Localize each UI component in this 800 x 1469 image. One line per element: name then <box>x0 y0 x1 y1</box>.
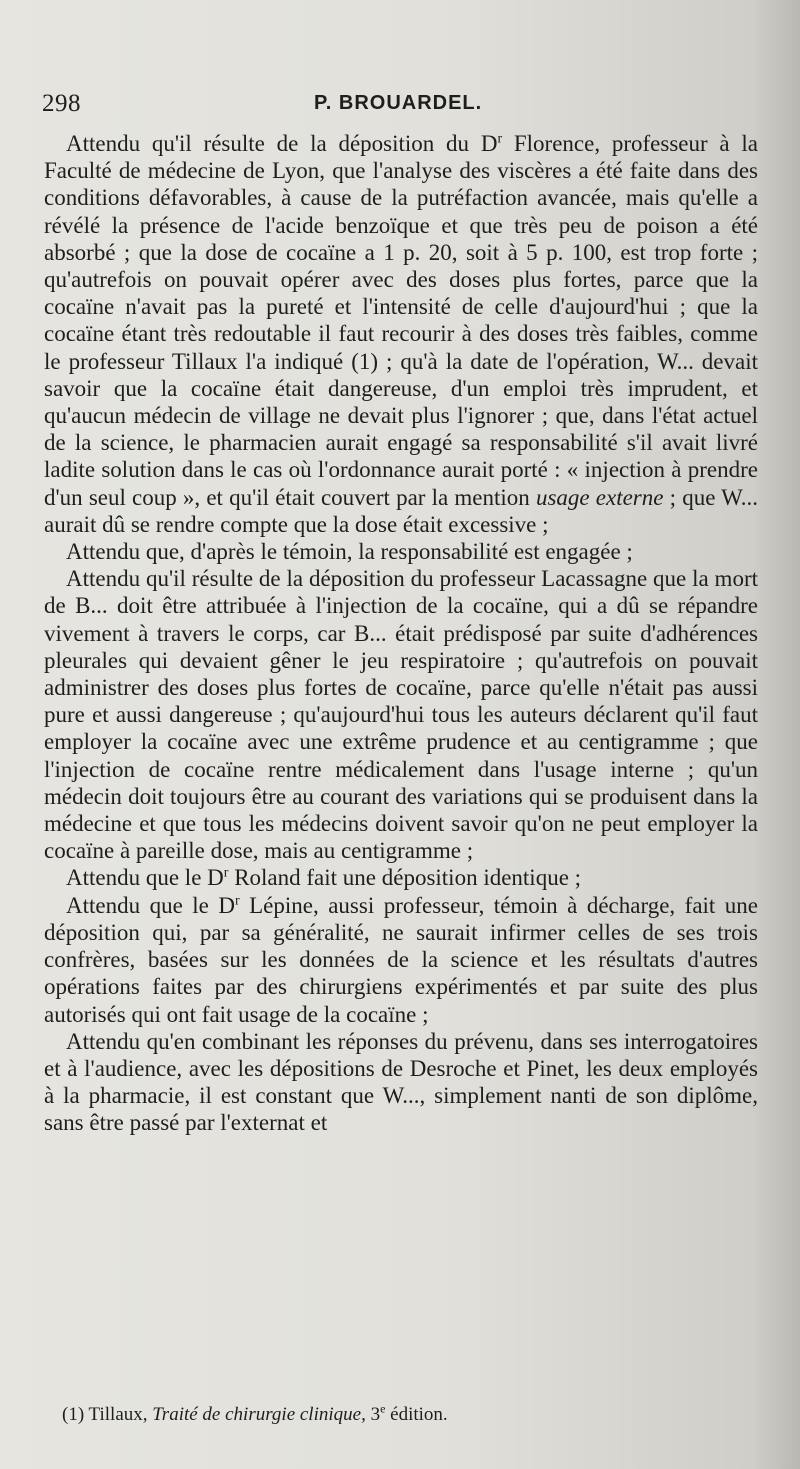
paragraph-text: ; que W... aurait dû se rendre compte que la dose était excessive ; <box>44 484 759 537</box>
running-head: P. BROUARDEL. <box>314 92 483 114</box>
page-header <box>42 90 762 122</box>
paragraph-text: Lépine, aussi professeur, témoin à décharge, fait une déposition qui, par sa généralité, ne saurait infirmer celles de ses trois confrères, basées sur les données de la science et les résultats d'autres opérations faites par des chirurgiens expérimentés et par suite des plus autorisés qui ont fait usage de la cocaïne ; <box>44 892 758 1027</box>
paragraph-text: Attendu que le D <box>66 892 235 918</box>
footnote-text: 3 <box>365 1404 381 1425</box>
superscript: r <box>223 865 229 881</box>
superscript: e <box>380 1401 386 1416</box>
paragraph-florence <box>44 130 758 538</box>
footnote-text: (1) Tillaux, <box>62 1404 153 1425</box>
page-number: 298 <box>42 90 81 117</box>
superscript: r <box>234 893 240 909</box>
body-text <box>44 130 758 1137</box>
paragraph-lacassagne: Attendu qu'il résulte de la déposition du professeur Lacassagne que la mort de B... doit être attribuée à l'injection de la cocaïne, qui a dû se répandre vivement à travers le corps, car B... était prédisposé par suite d'adhérences pleurales qui devaient gêner le jeu respiratoire ; qu'autrefois on pouvait administrer des doses plus fortes de cocaïne, parce qu'elle n'était pas aussi pure et aussi dangereuse ; qu'aujourd'hui tous les auteurs déclarent qu'il faut employer la cocaïne avec une extrême prudence et au centigramme ; que l'injection de cocaïne rentre médicalement dans l'usage interne ; qu'un médecin doit toujours être au courant des variations qui se produisent dans la médecine et que tous les médecins doivent savoir qu'on ne peut employer la cocaïne à pareille dose, mais au centigramme ; <box>44 566 758 864</box>
footnote <box>62 1401 448 1426</box>
paragraph-roland <box>44 864 758 891</box>
paragraph-reponses: Attendu qu'en combinant les réponses du prévenu, dans ses interrogatoires et à l'audience, avec les dépositions de Desroche et Pinet, les deux employés à la pharmacie, il est constant que W..., simplement nanti de son diplôme, sans être passé par l'externat et <box>44 1028 758 1136</box>
paragraph-temoin: Attendu que, d'après le témoin, la responsabilité est engagée ; <box>66 539 633 565</box>
paragraph-text: Attendu que le D <box>66 865 224 891</box>
footnote-text: édition. <box>385 1404 448 1425</box>
paragraph-text: Roland fait une déposition identique ; <box>228 865 582 891</box>
italic-text: usage externe <box>535 484 664 510</box>
paragraph-lepine <box>44 892 758 1028</box>
paragraph-text: Attendu qu'il résulte de la déposition du D <box>66 131 498 156</box>
paragraph-text: Florence, professeur à la Faculté de médecine de Lyon, que l'analyse des viscères a été faite dans des conditions défavorables, à cause de la putréfaction avancée, mais qu'elle a révélé la présence de l'acide benzoïque et que très peu de poison a été absorbé ; que la dose de cocaïne a 1 p. 20, soit à 5 p. 100, est trop forte ; qu'autrefois on pouvait opérer avec des doses plus fortes, parce que la cocaïne n'avait pas la pureté et l'intensité de celle d'aujourd'hui ; que la cocaïne étant très redoutable il faut recourir à des doses très faibles, comme le professeur Tillaux l'a indiqué (1) ; qu'à la date de l'opération, W... devait savoir que la cocaïne était dangereuse, d'un emploi très imprudent, et qu'aucun médecin de village ne devait plus l'ignorer ; que, dans l'état actuel de la science, le pharmacien aurait engagé sa responsabilité s'il avait livré ladite solution dans le cas où l'ordonnance aurait porté : « injection à prendre d'un seul coup », et qu'il était couvert par la mention <box>44 131 758 510</box>
footnote-title: Traité de chirurgie clinique, <box>152 1404 366 1425</box>
superscript: r <box>497 131 503 147</box>
